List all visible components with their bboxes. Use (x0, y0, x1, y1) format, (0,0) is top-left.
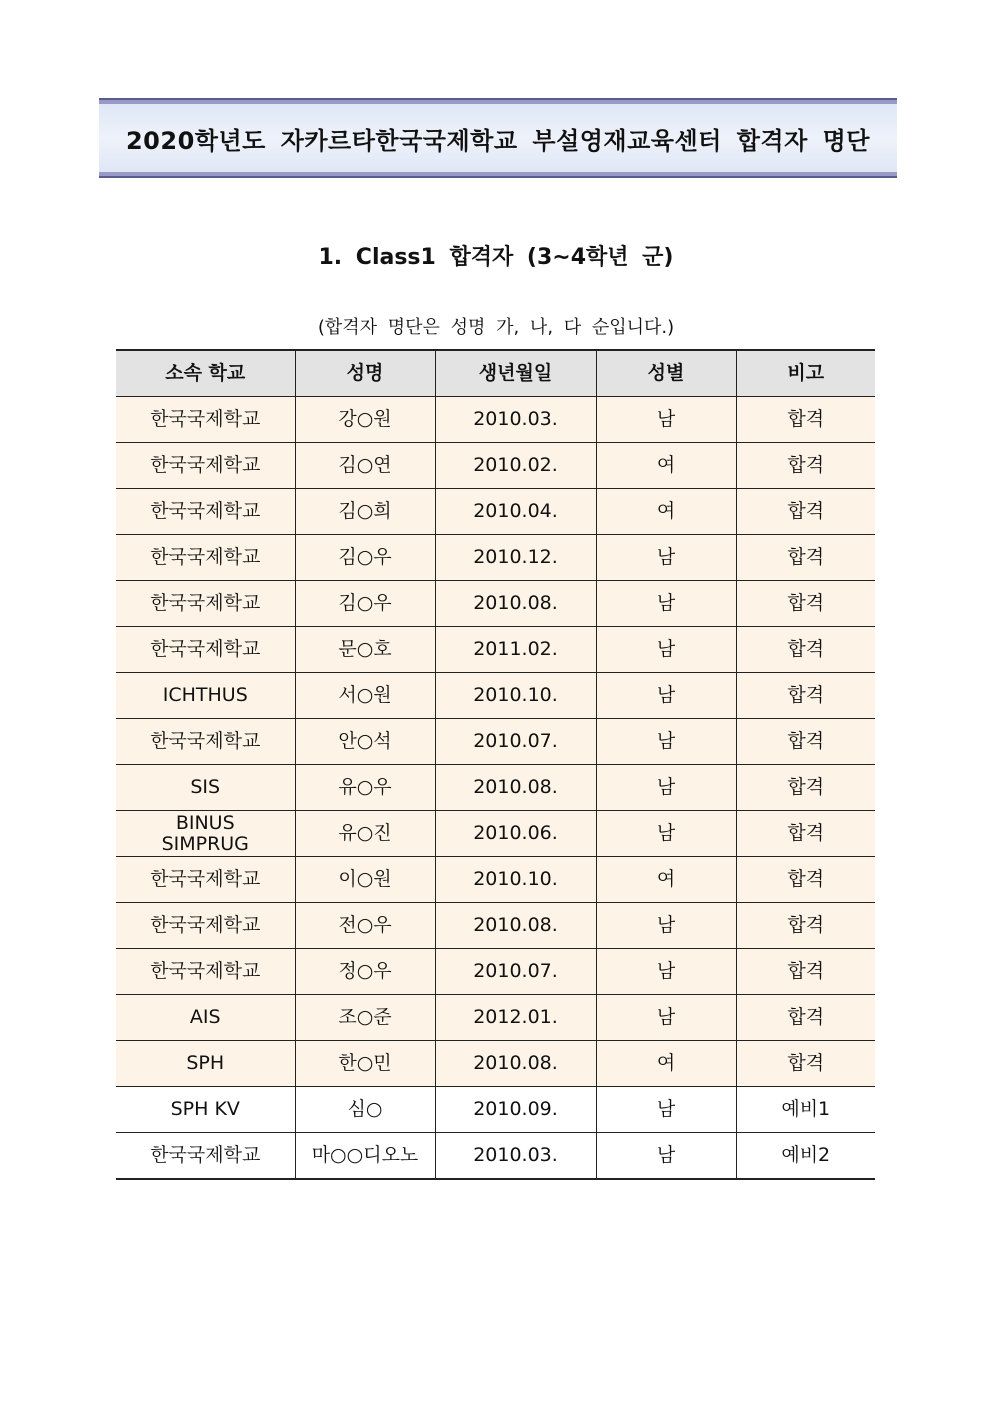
cell-name: 유○우 (295, 765, 435, 811)
cell-remark: 합격 (736, 581, 875, 627)
cell-name: 서○원 (295, 673, 435, 719)
cell-gender: 여 (596, 443, 736, 489)
cell-school: 한국국제학교 (116, 857, 295, 903)
table-row (116, 581, 875, 627)
cell-remark: 예비1 (736, 1087, 875, 1133)
cell-name: 김○우 (295, 581, 435, 627)
table-row (116, 719, 875, 765)
table-header-row (116, 350, 875, 397)
cell-birthdate: 2010.10. (435, 673, 596, 719)
cell-school: 한국국제학교 (116, 627, 295, 673)
cell-remark: 합격 (736, 995, 875, 1041)
table-row (116, 1133, 875, 1180)
cell-school: 한국국제학교 (116, 1133, 295, 1180)
table-row (116, 995, 875, 1041)
table-row (116, 765, 875, 811)
cell-remark: 합격 (736, 489, 875, 535)
cell-name: 강○원 (295, 397, 435, 443)
table-row (116, 489, 875, 535)
cell-name: 조○준 (295, 995, 435, 1041)
cell-birthdate: 2010.07. (435, 949, 596, 995)
table-row (116, 857, 875, 903)
cell-birthdate: 2011.02. (435, 627, 596, 673)
title-banner (99, 100, 897, 176)
cell-remark: 합격 (736, 535, 875, 581)
cell-school: ICHTHUS (116, 673, 295, 719)
cell-birthdate: 2010.12. (435, 535, 596, 581)
cell-remark: 합격 (736, 673, 875, 719)
header-gender: 성별 (596, 350, 736, 397)
cell-gender: 남 (596, 581, 736, 627)
cell-name: 문○호 (295, 627, 435, 673)
cell-remark: 합격 (736, 719, 875, 765)
cell-gender: 남 (596, 397, 736, 443)
cell-remark: 합격 (736, 443, 875, 489)
table-row (116, 949, 875, 995)
cell-gender: 남 (596, 673, 736, 719)
cell-name: 전○우 (295, 903, 435, 949)
cell-birthdate: 2010.08. (435, 903, 596, 949)
header-school: 소속 학교 (116, 350, 295, 397)
cell-name: 심○ (295, 1087, 435, 1133)
table-row (116, 1041, 875, 1087)
table-row (116, 1087, 875, 1133)
cell-gender: 남 (596, 627, 736, 673)
cell-birthdate: 2010.08. (435, 581, 596, 627)
cell-gender: 여 (596, 489, 736, 535)
cell-name: 유○진 (295, 811, 435, 857)
header-name: 성명 (295, 350, 435, 397)
cell-gender: 여 (596, 857, 736, 903)
cell-remark: 합격 (736, 811, 875, 857)
cell-school: AIS (116, 995, 295, 1041)
cell-remark: 합격 (736, 949, 875, 995)
cell-remark: 합격 (736, 765, 875, 811)
cell-school: 한국국제학교 (116, 489, 295, 535)
table-row (116, 673, 875, 719)
cell-school: SPH KV (116, 1087, 295, 1133)
cell-gender: 남 (596, 1133, 736, 1180)
cell-name: 정○우 (295, 949, 435, 995)
cell-gender: 남 (596, 719, 736, 765)
cell-remark: 합격 (736, 627, 875, 673)
cell-school: 한국국제학교 (116, 397, 295, 443)
cell-birthdate: 2010.08. (435, 765, 596, 811)
cell-school: SPH (116, 1041, 295, 1087)
cell-name: 한○민 (295, 1041, 435, 1087)
cell-name: 김○연 (295, 443, 435, 489)
cell-gender: 남 (596, 811, 736, 857)
table-row (116, 443, 875, 489)
cell-gender: 남 (596, 949, 736, 995)
cell-school: BINUS SIMPRUG (116, 811, 295, 857)
cell-birthdate: 2010.10. (435, 857, 596, 903)
table-row (116, 903, 875, 949)
cell-remark: 예비2 (736, 1133, 875, 1180)
cell-birthdate: 2010.08. (435, 1041, 596, 1087)
cell-school: 한국국제학교 (116, 949, 295, 995)
cell-birthdate: 2010.07. (435, 719, 596, 765)
cell-gender: 남 (596, 535, 736, 581)
cell-gender: 남 (596, 903, 736, 949)
cell-remark: 합격 (736, 857, 875, 903)
cell-school: 한국국제학교 (116, 535, 295, 581)
cell-name: 김○우 (295, 535, 435, 581)
cell-name: 이○원 (295, 857, 435, 903)
cell-gender: 남 (596, 1087, 736, 1133)
table-row (116, 627, 875, 673)
page-title: 2020학년도 자카르타한국국제학교 부설영재교육센터 합격자 명단 (125, 126, 870, 155)
cell-gender: 남 (596, 765, 736, 811)
cell-remark: 합격 (736, 397, 875, 443)
cell-school: 한국국제학교 (116, 443, 295, 489)
cell-birthdate: 2010.04. (435, 489, 596, 535)
cell-school: SIS (116, 765, 295, 811)
sort-note: (합격자 명단은 성명 가, 나, 다 순입니다.) (317, 317, 675, 338)
cell-birthdate: 2010.02. (435, 443, 596, 489)
cell-school: 한국국제학교 (116, 719, 295, 765)
cell-remark: 합격 (736, 903, 875, 949)
header-birthdate: 생년월일 (435, 350, 596, 397)
cell-name: 김○희 (295, 489, 435, 535)
cell-name: 안○석 (295, 719, 435, 765)
cell-school: 한국국제학교 (116, 581, 295, 627)
cell-birthdate: 2010.03. (435, 1133, 596, 1180)
cell-birthdate: 2012.01. (435, 995, 596, 1041)
cell-name: 마○○디오노 (295, 1133, 435, 1180)
header-remark: 비고 (736, 350, 875, 397)
table-row (116, 397, 875, 443)
cell-birthdate: 2010.06. (435, 811, 596, 857)
table-row (116, 535, 875, 581)
table-row (116, 811, 875, 857)
results-table (116, 349, 875, 1180)
cell-gender: 여 (596, 1041, 736, 1087)
cell-birthdate: 2010.03. (435, 397, 596, 443)
cell-school: 한국국제학교 (116, 903, 295, 949)
cell-remark: 합격 (736, 1041, 875, 1087)
section-heading: 1. Class1 합격자 (3~4학년 군) (318, 245, 674, 270)
cell-birthdate: 2010.09. (435, 1087, 596, 1133)
cell-gender: 남 (596, 995, 736, 1041)
